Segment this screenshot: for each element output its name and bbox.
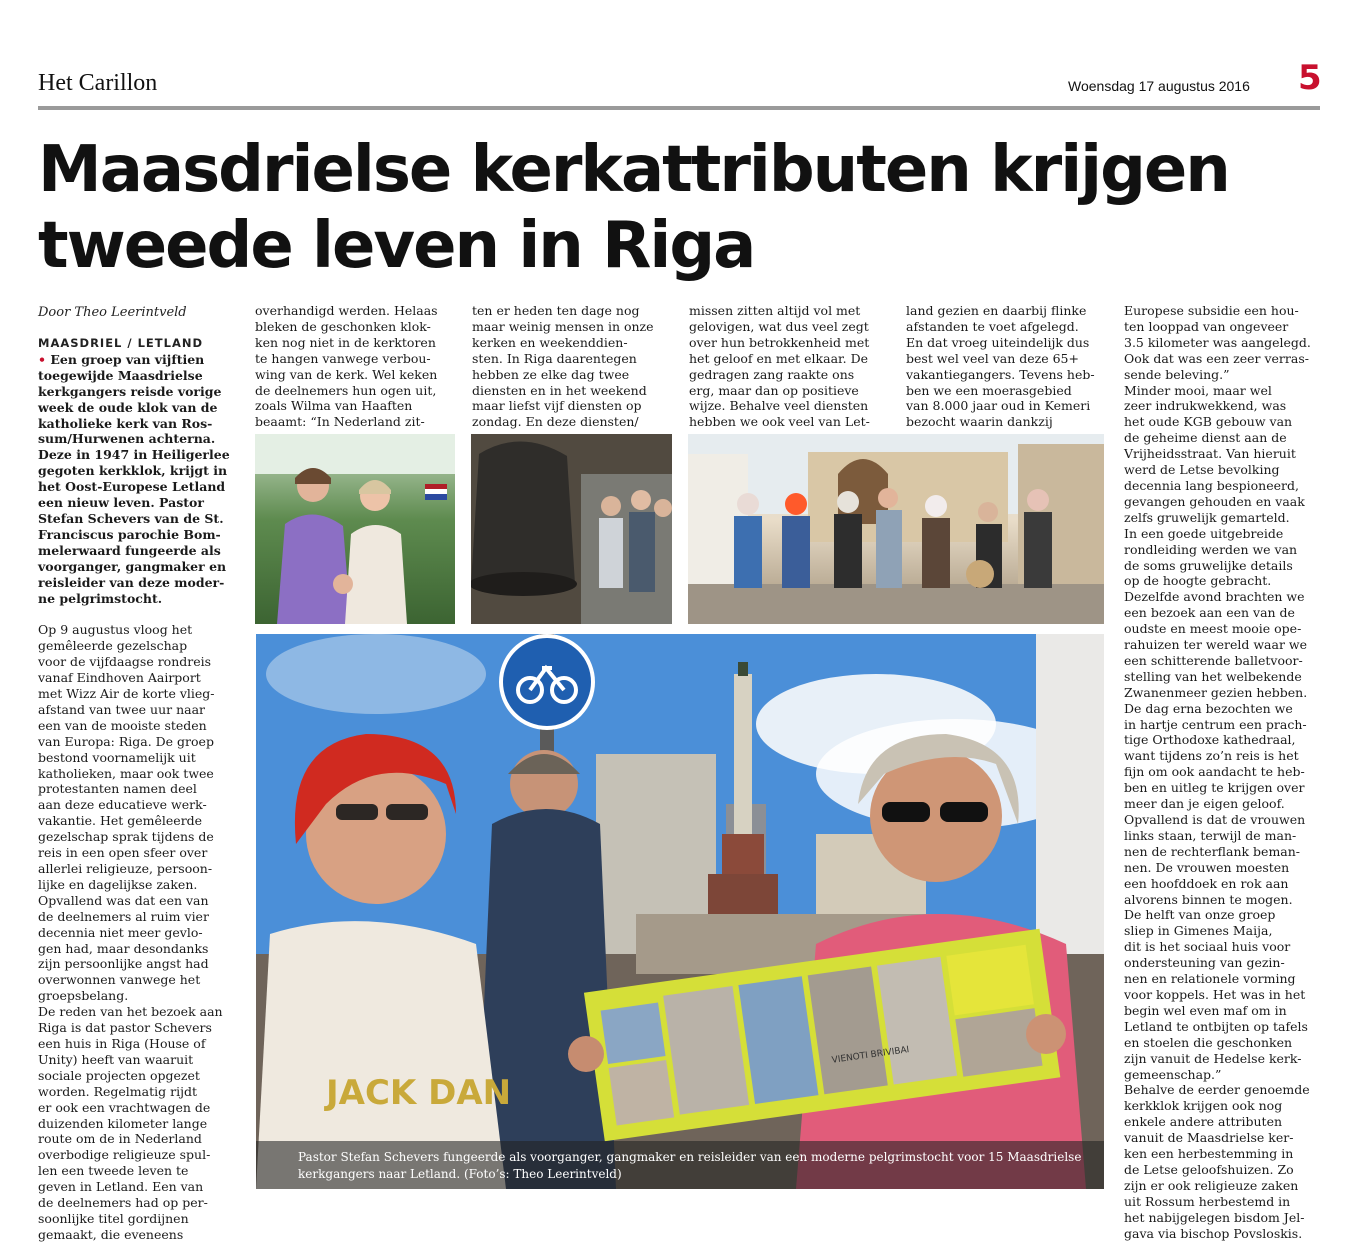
text-line: wijze. Behalve veel diensten (689, 398, 869, 414)
text-line: hebben ze elke dag twee (472, 366, 630, 382)
body-text (38, 622, 234, 1242)
text-line: de soms gruwelijke details (1124, 557, 1293, 573)
text-line: kerken en weekenddien- (472, 334, 628, 350)
text-line: vanuit de Maasdrielse ker- (1124, 1130, 1294, 1146)
text-line: aan deze educatieve werk- (38, 797, 207, 813)
text-line: zijn er ook religieuze zaken (1124, 1177, 1299, 1193)
lead-line: ne pelgrimstocht. (38, 590, 163, 606)
text-line: ten er heden ten dage nog (472, 303, 640, 318)
text-line: werd de Letse bevolking (1124, 462, 1280, 478)
text-line: meer dan je eigen geloof. (1124, 796, 1285, 812)
text-line: En dat vroeg uiteindelijk dus (906, 334, 1090, 350)
text-line: Ook dat was een zeer verras- (1124, 350, 1309, 366)
text-line: sten. In Riga daarentegen (472, 350, 637, 366)
text-line: er ook een vrachtwagen de (38, 1099, 211, 1115)
lead-line: katholieke kerk van Ros- (38, 415, 213, 431)
text-line: de geheime dienst aan de (1124, 430, 1287, 446)
text-line: decennia lang bespioneerd, (1124, 477, 1299, 493)
text-line: gedragen zang raakte ons (689, 366, 855, 382)
lead-line: Deze in 1947 in Heiligerlee (38, 447, 230, 463)
text-line: een van de mooiste steden (38, 717, 207, 733)
text-line: gezelschap sprak tijdens de (38, 829, 214, 845)
text-line: de Letse geloofshuizen. Zo (1124, 1161, 1294, 1177)
text-line: de deelnemers al ruim vier (38, 908, 209, 924)
lead-line: week de oude klok van de (38, 399, 218, 415)
text-line: Letland te ontbijten op tafels (1124, 1018, 1308, 1034)
text-line: vanaf Eindhoven Aairport (38, 670, 201, 686)
text-line: de deelnemers had op per- (38, 1195, 208, 1211)
headline-line-2: tweede leven in Riga (38, 209, 755, 283)
page-number: 5 (1298, 58, 1322, 98)
text-line: voor de vijfdaagse rondreis (38, 654, 212, 670)
text-line: gelovigen, wat dus veel zegt (689, 318, 869, 334)
text-line: protestanten namen deel (38, 781, 197, 797)
text-line: ken een herbestemming in (1124, 1146, 1294, 1162)
text-line: geven in Letland. Een van (38, 1179, 204, 1195)
text-line: van 8.000 jaar oud in Kemeri (906, 398, 1091, 414)
text-line: Zwanenmeer gezien hebben. (1124, 684, 1308, 700)
article-column-3 (472, 303, 672, 430)
text-line: gevangen gehouden en vaak (1124, 493, 1305, 509)
text-line: decennia niet meer gevlo- (38, 924, 203, 940)
article-column-6 (1124, 303, 1328, 1241)
text-line: Dezelfde avond brachten we (1124, 589, 1305, 605)
text-line: De dag erna bezochten we (1124, 700, 1293, 716)
text-line: nen de rechterflank beman- (1124, 843, 1301, 859)
caption-line-2: kerkgangers naar Letland. (Foto’s: Theo Leerintveld) (298, 1167, 622, 1181)
text-line: bleken de geschonken klok- (255, 318, 431, 334)
lead-line: reisleider van deze moder- (38, 574, 225, 590)
byline: Door Theo Leerintveld (38, 305, 187, 320)
text-line: ken nog niet in de kerktoren (255, 334, 436, 350)
text-line: vakantie. Het gemêleerde (38, 813, 203, 829)
text-line: kerkklok krijgen ook nog (1124, 1098, 1283, 1114)
group-photo-illustration (688, 434, 1104, 624)
text-line: een hoofddoek en rok aan (1124, 875, 1289, 891)
text-line: overbodige religieuze spul- (38, 1147, 211, 1163)
lead-paragraph (38, 352, 234, 607)
text-line: Behalve de eerder genoemde (1124, 1082, 1310, 1098)
text-line: stelling van het welbekende (1124, 668, 1302, 684)
text-line: De helft van onze groep (1124, 907, 1276, 923)
text-line: voor koppels. Het was in het (1124, 986, 1306, 1002)
text-line: zeer indrukwekkend, was (1124, 398, 1287, 414)
text-line: duizenden kilometer lange (38, 1115, 208, 1131)
text-line: een huis in Riga (House of (38, 1035, 206, 1051)
text-line: Opvallend is dat de vrouwen (1124, 812, 1306, 827)
shirt-print: JACK DAN (326, 1073, 512, 1113)
text-line: soonlijke titel gordijnen (38, 1210, 189, 1226)
article-column-1 (38, 336, 234, 1243)
text-line: zelfs gruwelijk gemarteld. (1124, 509, 1290, 525)
photo-group-in-headscarves (688, 434, 1104, 624)
photo-main-freedom-monument (256, 634, 1104, 1189)
text-line: rondleiding werden we van (1124, 541, 1298, 557)
text-line: zijn vanuit de Hedelse kerk- (1124, 1050, 1302, 1066)
lead-line: voorganger, gangmaker en (38, 558, 227, 574)
article-column-4 (689, 303, 885, 430)
text-line: enkele andere attributen (1124, 1114, 1283, 1130)
text-line: missen zitten altijd vol met (689, 303, 861, 318)
text-line: fijn om ook aandacht te heb- (1124, 764, 1305, 780)
lead-line: sum/Hurwenen achterna. (38, 431, 216, 447)
text-line: het nabijgelegen bisdom Jel- (1124, 1209, 1305, 1225)
text-line: want tijdens zo’n reis is het (1124, 748, 1299, 764)
lead-line: toegewijde Maasdrielse (38, 367, 203, 383)
article-column-2 (255, 303, 455, 430)
article-column-5 (906, 303, 1106, 430)
lead-line: melerwaard fungeerde als (38, 542, 221, 558)
text-line: Europese subsidie een hou- (1124, 303, 1299, 318)
text-line: land gezien en daarbij flinke (906, 303, 1087, 318)
lead-line: Franciscus parochie Bom- (38, 526, 221, 542)
lead-line: gegoten kerkklok, krijgt in (38, 463, 228, 479)
text-line: In een goede uitgebreide (1124, 525, 1284, 541)
text-line: dit is het sociaal huis voor (1124, 939, 1291, 955)
dateline: MAASDRIEL / LETLAND (38, 336, 204, 350)
text-line: gemaakt, die eveneens (38, 1226, 184, 1242)
bullet-icon: • (38, 351, 46, 367)
text-line: groepsbelang. (38, 988, 129, 1004)
postcard-inset-text: VIENOTI BRIVIBAI (831, 1045, 910, 1066)
newspaper-name: Het Carillon (38, 70, 158, 96)
text-line: te hangen vanwege verbou- (255, 350, 431, 366)
text-line: een bezoek aan een van de (1124, 605, 1295, 621)
text-line: oudste en meest mooie ope- (1124, 621, 1302, 637)
lead-line: het Oost-Europese Letland (38, 479, 226, 495)
text-line: afstand van twee uur naar (38, 701, 206, 717)
article-headline (38, 132, 1328, 284)
text-line: uit Rossum herbestemd in (1124, 1193, 1291, 1209)
photo-two-women-illustration (255, 434, 455, 624)
text-line: beaamt: “In Nederland zit- (255, 414, 425, 430)
text-line: sliep in Gimenes Maija, (1124, 923, 1273, 939)
text-line: links staan, terwijl de man- (1124, 827, 1297, 843)
text-line: len een tweede leven te (38, 1163, 189, 1179)
text-line: erg, maar dan op positieve (689, 382, 859, 398)
text-line: rahuizen ter wereld waar we (1124, 637, 1307, 653)
text-line: zondag. En deze diensten/ (472, 414, 639, 430)
caption-line-1: Pastor Stefan Schevers fungeerde als voorganger, gangmaker en reisleider van een moderne pelgrimstocht voor 15 Maasdrielse (298, 1150, 1082, 1164)
photo-caption (256, 1141, 1104, 1189)
header-rule (38, 106, 1320, 110)
text-line: ten looppad van ongeveer (1124, 318, 1289, 334)
text-line: met Wizz Air de korte vlieg- (38, 686, 215, 702)
text-line: een schitterende balletvoor- (1124, 652, 1303, 668)
text-line: route om de in Nederland (38, 1131, 202, 1147)
text-line: ben we een moerasgebied (906, 382, 1072, 398)
text-line: begin wel even maf om in (1124, 1002, 1287, 1018)
text-line: sende beleving.” (1124, 366, 1230, 382)
text-line: gemêleerde gezelschap (38, 638, 188, 654)
text-line: gemeenschap.” (1124, 1066, 1222, 1082)
text-line: worden. Regelmatig rijdt (38, 1083, 197, 1099)
text-line: in hartje centrum een prach- (1124, 716, 1307, 732)
lead-line-first: Een groep van vijftien (50, 351, 205, 367)
text-line: overwonnen vanwege het (38, 972, 201, 988)
text-line: Opvallend was dat een van (38, 892, 209, 908)
text-line: Minder mooi, maar wel (1124, 382, 1272, 398)
text-line: Op 9 augustus vloog het (38, 622, 193, 638)
text-line: over hun betrokkenheid met (689, 334, 870, 350)
text-line: tige Orthodoxe kathedraal, (1124, 732, 1296, 748)
text-line: en stoelen die geschonken (1124, 1034, 1293, 1050)
text-line: afstanden te voet afgelegd. (906, 318, 1079, 334)
text-line: nen en relationele vorming (1124, 971, 1296, 987)
text-line: de deelnemers hun ogen uit, (255, 382, 437, 398)
text-line: reis in een open sfeer over (38, 845, 208, 861)
text-line: nen. De vrouwen moesten (1124, 859, 1290, 875)
church-bell-illustration (471, 434, 672, 624)
text-line: vakantiegangers. Tevens heb- (906, 366, 1095, 382)
text-line: De reden van het bezoek aan (38, 1004, 223, 1020)
text-line: hebben we ook veel van Let- (689, 414, 870, 430)
text-line: lijke en dagelijkse zaken. (38, 876, 198, 892)
photo-two-women-with-flag (255, 434, 455, 624)
headline-line-1: Maasdrielse kerkattributen krijgen (38, 133, 1229, 207)
text-line: bezocht waarin dankzij (906, 414, 1053, 430)
lead-line: Stefan Schevers van de St. (38, 510, 224, 526)
text-line: op de hoogte gebracht. (1124, 573, 1272, 589)
text-line: het oude KGB gebouw van (1124, 414, 1293, 430)
text-line: maar liefst vijf diensten op (472, 398, 642, 414)
text-line: alvorens binnen te mogen. (1124, 891, 1293, 907)
publication-date: Woensdag 17 augustus 2016 (1068, 78, 1250, 94)
text-line: ben en uitleg te krijgen over (1124, 780, 1305, 796)
text-line: allerlei religieuze, persoon- (38, 861, 213, 876)
lead-line: kerkgangers reisde vorige (38, 383, 222, 399)
text-line: het geloof en met elkaar. De (689, 350, 869, 366)
text-line: best wel veel van deze 65+ (906, 350, 1079, 366)
text-line: 3.5 kilometer was aangelegd. (1124, 334, 1311, 350)
text-line: wing van de kerk. Wel keken (255, 366, 438, 382)
text-line: Vrijheidsstraat. Van hieruit (1124, 446, 1296, 462)
text-line: Unity) heeft van waaruit (38, 1051, 194, 1067)
photo-church-bell (471, 434, 672, 624)
text-line: overhandigd werden. Helaas (255, 303, 438, 318)
text-line: gava via bischop Povsloskis. (1124, 1225, 1303, 1241)
text-line: gen had, maar desondanks (38, 940, 209, 956)
text-line: van Europa: Riga. De groep (38, 733, 214, 749)
text-line: zijn persoonlijke angst had (38, 956, 209, 972)
lead-line: een nieuw leven. Pastor (38, 495, 204, 511)
text-line: sociale projecten opgezet (38, 1067, 200, 1083)
text-line: bestond voornamelijk uit (38, 749, 196, 765)
text-line: diensten en in het weekend (472, 382, 647, 398)
text-line: ondersteuning van gezin- (1124, 955, 1285, 971)
text-line: katholieken, maar ook twee (38, 765, 214, 781)
text-line: zoals Wilma van Haaften (255, 398, 413, 414)
main-photo-illustration (256, 634, 1104, 1189)
text-line: maar weinig mensen in onze (472, 318, 654, 334)
text-line: Riga is dat pastor Schevers (38, 1020, 212, 1036)
